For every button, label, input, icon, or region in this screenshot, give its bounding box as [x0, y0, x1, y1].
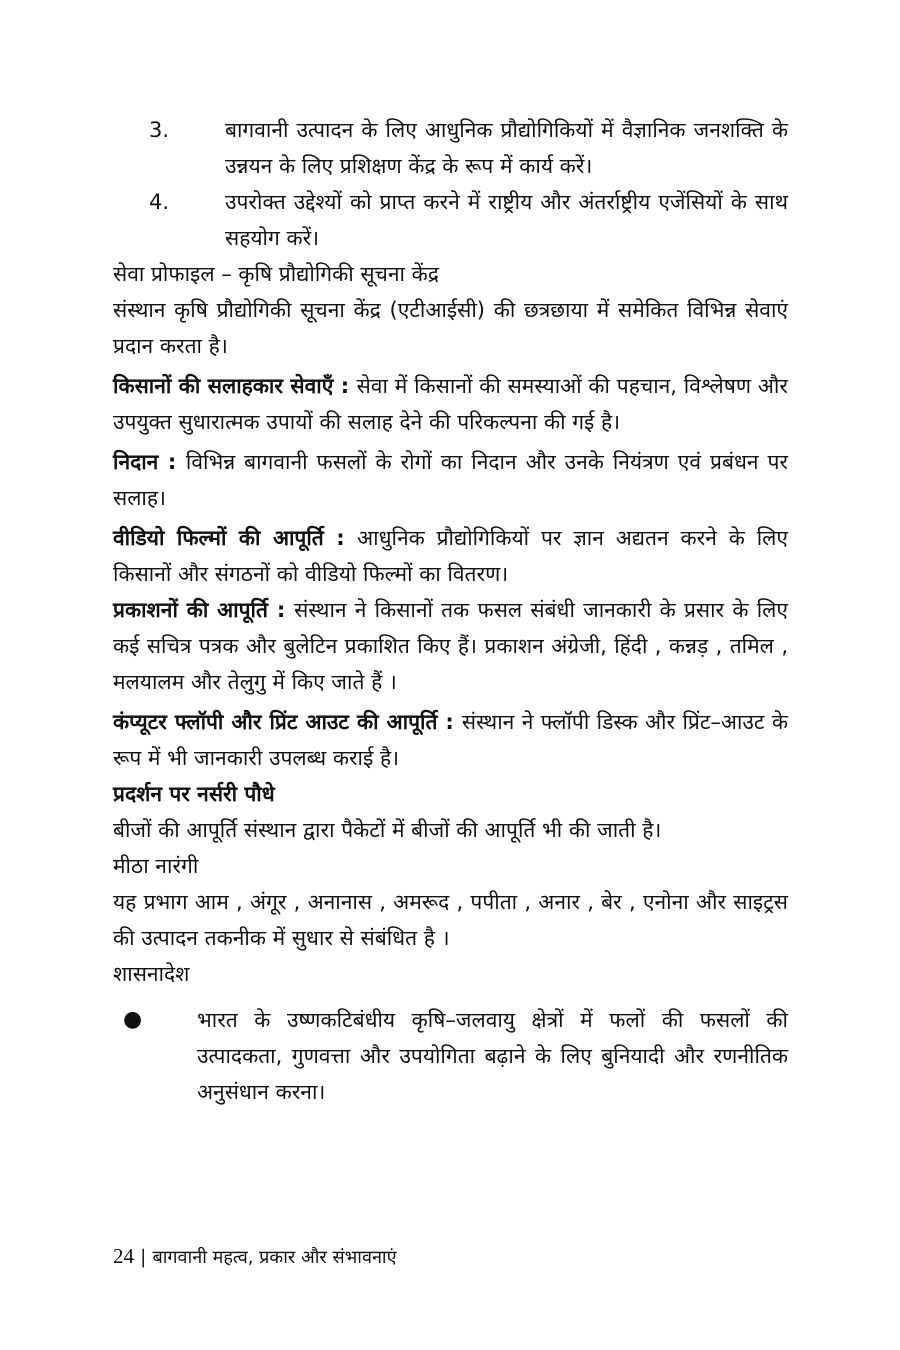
service-term: किसानों की सलाहकार सेवाएँ — [113, 374, 334, 398]
service-text: संस्थान ने फ्लॉपी डिस्क और प्रिंट–आउट के रूप में भी जानकारी उपलब्ध कराई है। — [113, 710, 788, 770]
page-footer — [113, 1242, 397, 1272]
service-term: निदान — [113, 450, 159, 474]
sweet-orange-heading: मीठा नारंगी — [113, 854, 199, 878]
division-paragraph: यह प्रभाग आम , अंगूर , अनानास , अमरूद , पपीता , अनार , बेर , एनोना और साइट्रस की उत्पादन तकनीक में सुधार से संबंधित है । — [113, 890, 788, 950]
service-text: संस्थान ने किसानों तक फसल संबंधी जानकारी के प्रसार के लिए कई सचित्र पत्रक और बुलेटिन प्रकाशित किए हैं। प्रकाशन अंग्रेजी, हिंदी , कन्नड़ , तमिल , मलयालम और तेलुगु में किए जाते हैं । — [113, 598, 788, 694]
nursery-heading-text: प्रदर्शन पर नर्सरी पौधे — [113, 782, 275, 806]
list-number: 3. — [149, 118, 170, 142]
list-number: 4. — [149, 190, 170, 214]
service-publications — [113, 592, 788, 700]
service-term: प्रकाशनों की आपूर्ति — [113, 598, 268, 622]
service-separator: : — [437, 710, 462, 734]
service-separator: : — [333, 374, 357, 398]
list-item-3 — [113, 112, 788, 184]
list-text: बागवानी उत्पादन के लिए आधुनिक प्रौद्योगिकियों में वैज्ञानिक जनशक्ति के उन्नयन के लिए प्रशिक्षण केंद्र के रूप में कार्य करें। — [225, 118, 788, 178]
list-text: उपरोक्त उद्देश्यों को प्राप्त करने में राष्ट्रीय और अंतर्राष्ट्रीय एजेंसियों के साथ सहयोग करें। — [225, 190, 788, 250]
service-text: विभिन्न बागवानी फसलों के रोगों का निदान और उनके नियंत्रण एवं प्रबंधन पर सलाह। — [113, 450, 788, 510]
service-separator: : — [267, 598, 295, 622]
service-profile-intro: संस्थान कृषि प्रौद्योगिकी सूचना केंद्र (एटीआईसी) की छत्रछाया में समेकित विभिन्न सेवाएं प्रदान करता है। — [113, 298, 788, 358]
service-term: कंप्यूटर फ्लॉपी और प्रिंट आउट की आपूर्ति — [113, 710, 438, 734]
service-profile-heading: सेवा प्रोफाइल – कृषि प्रौद्योगिकी सूचना केंद्र — [113, 262, 439, 286]
service-text: सेवा में किसानों की समस्याओं की पहचान, विश्लेषण और उपयुक्त सुधारात्मक उपायों की सलाह देने की परिकल्पना की गई है। — [113, 374, 788, 434]
service-advisory — [113, 368, 788, 440]
mandate-text: भारत के उष्णकटिबंधीय कृषि–जलवायु क्षेत्रों में फलों की फसलों की उत्पादकता, गुणवत्ता और उपयोगिता बढ़ाने के लिए बुनियादी और रणनीतिक अनुसंधान करना। — [197, 1008, 788, 1104]
service-separator: : — [158, 450, 186, 474]
bullet-icon: ● — [123, 1007, 143, 1032]
service-computer-floppy — [113, 704, 788, 776]
mandate-item — [113, 1002, 788, 1110]
footer-divider: | — [134, 1246, 153, 1268]
service-text: आधुनिक प्रौद्योगिकियों पर ज्ञान अद्यतन करने के लिए किसानों और संगठनों को वीडियो फिल्मों का वितरण। — [113, 526, 788, 586]
service-video-films — [113, 520, 788, 592]
seeds-paragraph: बीजों की आपूर्ति संस्थान द्वारा पैकेटों में बीजों की आपूर्ति भी की जाती है। — [113, 818, 662, 842]
service-separator: : — [323, 526, 358, 550]
list-item-4 — [113, 184, 788, 256]
book-title: बागवानी महत्व, प्रकार और संभावनाएं — [152, 1247, 397, 1268]
page-content — [113, 112, 788, 1110]
service-term: वीडियो फिल्मों की आपूर्ति — [113, 526, 324, 550]
nursery-heading — [113, 776, 788, 812]
service-diagnosis — [113, 444, 788, 516]
mandate-heading: शासनादेश — [113, 962, 190, 986]
page-number: 24 — [113, 1244, 134, 1268]
